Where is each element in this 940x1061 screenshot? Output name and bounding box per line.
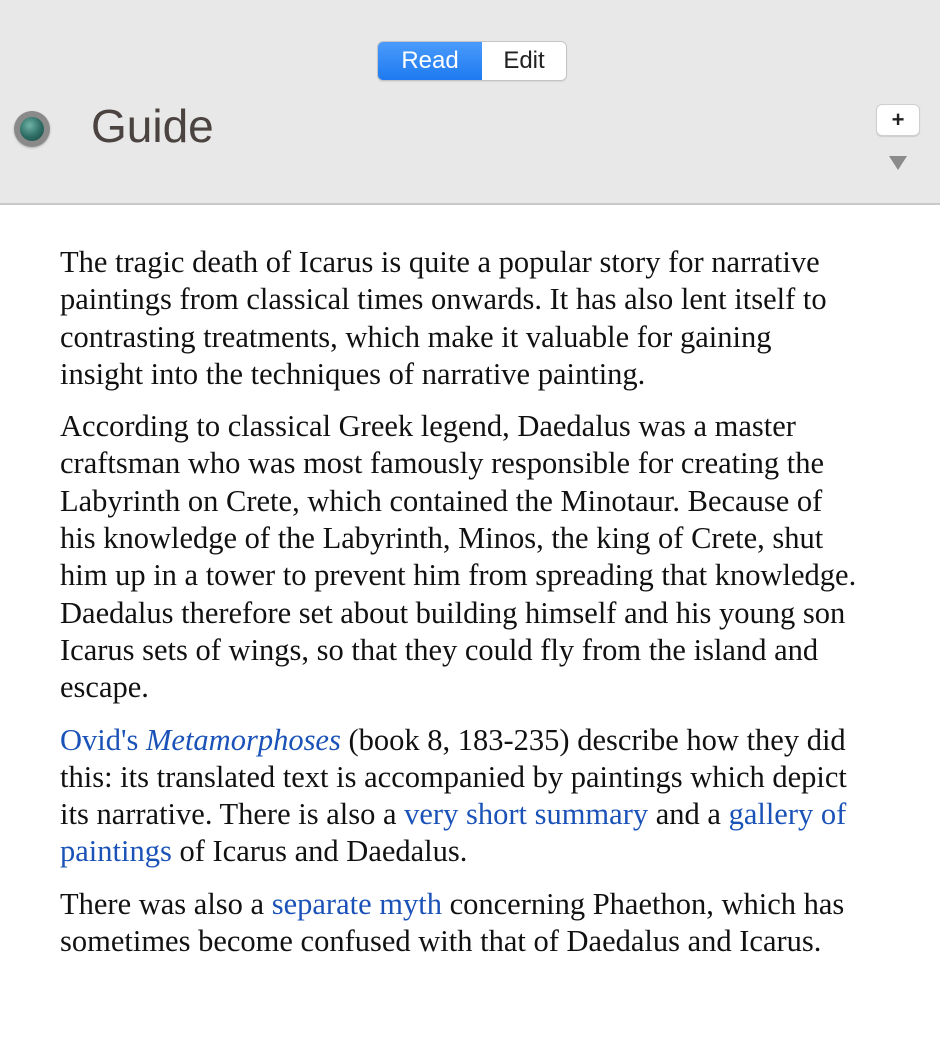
disclosure-triangle-icon[interactable] bbox=[889, 156, 907, 170]
paragraph bbox=[60, 886, 860, 961]
read-mode-button[interactable]: Read bbox=[378, 42, 482, 80]
plus-icon: + bbox=[891, 107, 905, 132]
paragraph: The tragic death of Icarus is quite a popular story for narrative paintings from classical times onwards. It has also lent itself to contrasting treatments, which make it valuable for gaining insight into the techniques of narrative painting. bbox=[60, 245, 827, 391]
page-title: Guide bbox=[91, 100, 214, 152]
edit-mode-button[interactable]: Edit bbox=[482, 42, 566, 80]
link-text-italic: Metamorphoses bbox=[146, 722, 341, 757]
very-short-summary-link[interactable]: very short summary bbox=[404, 797, 649, 832]
add-button[interactable] bbox=[876, 104, 920, 136]
paragraph-text: There was also a bbox=[60, 886, 272, 921]
paragraph-text: concerning Phaethon, which has sometimes become confused with that of Daedalus and Icarus. bbox=[60, 886, 845, 959]
paragraph-text: and a bbox=[648, 797, 729, 832]
paragraph: According to classical Greek legend, Daedalus was a master craftsman who was most famously responsible for creating the Labyrinth on Crete, which contained the Minotaur. Because of his knowledge of the Labyrinth, Minos, the king of Crete, shut him up in a tower to prevent him from spreading that knowledge. Daedalus therefore set about building himself and his young son Icarus sets of wings, so that they could fly from the island and escape. bbox=[60, 409, 857, 705]
paragraph bbox=[60, 722, 860, 871]
header-bar bbox=[0, 0, 940, 205]
paragraph-text: of Icarus and Daedalus. bbox=[171, 834, 468, 869]
status-dot-icon bbox=[14, 111, 50, 147]
gallery-of-paintings-link[interactable]: gallery of paintings bbox=[60, 797, 847, 869]
paragraph-text: (book 8, 183-235) describe how they did this: its translated text is accompanied by paintings which depict its narrative. There is also a bbox=[60, 722, 847, 832]
article-body bbox=[60, 244, 860, 975]
read-edit-toggle[interactable] bbox=[377, 41, 567, 81]
link-text: Ovid's bbox=[60, 722, 139, 757]
separate-myth-link[interactable]: separate myth bbox=[271, 886, 442, 921]
ovid-metamorphoses-link[interactable] bbox=[60, 723, 341, 757]
